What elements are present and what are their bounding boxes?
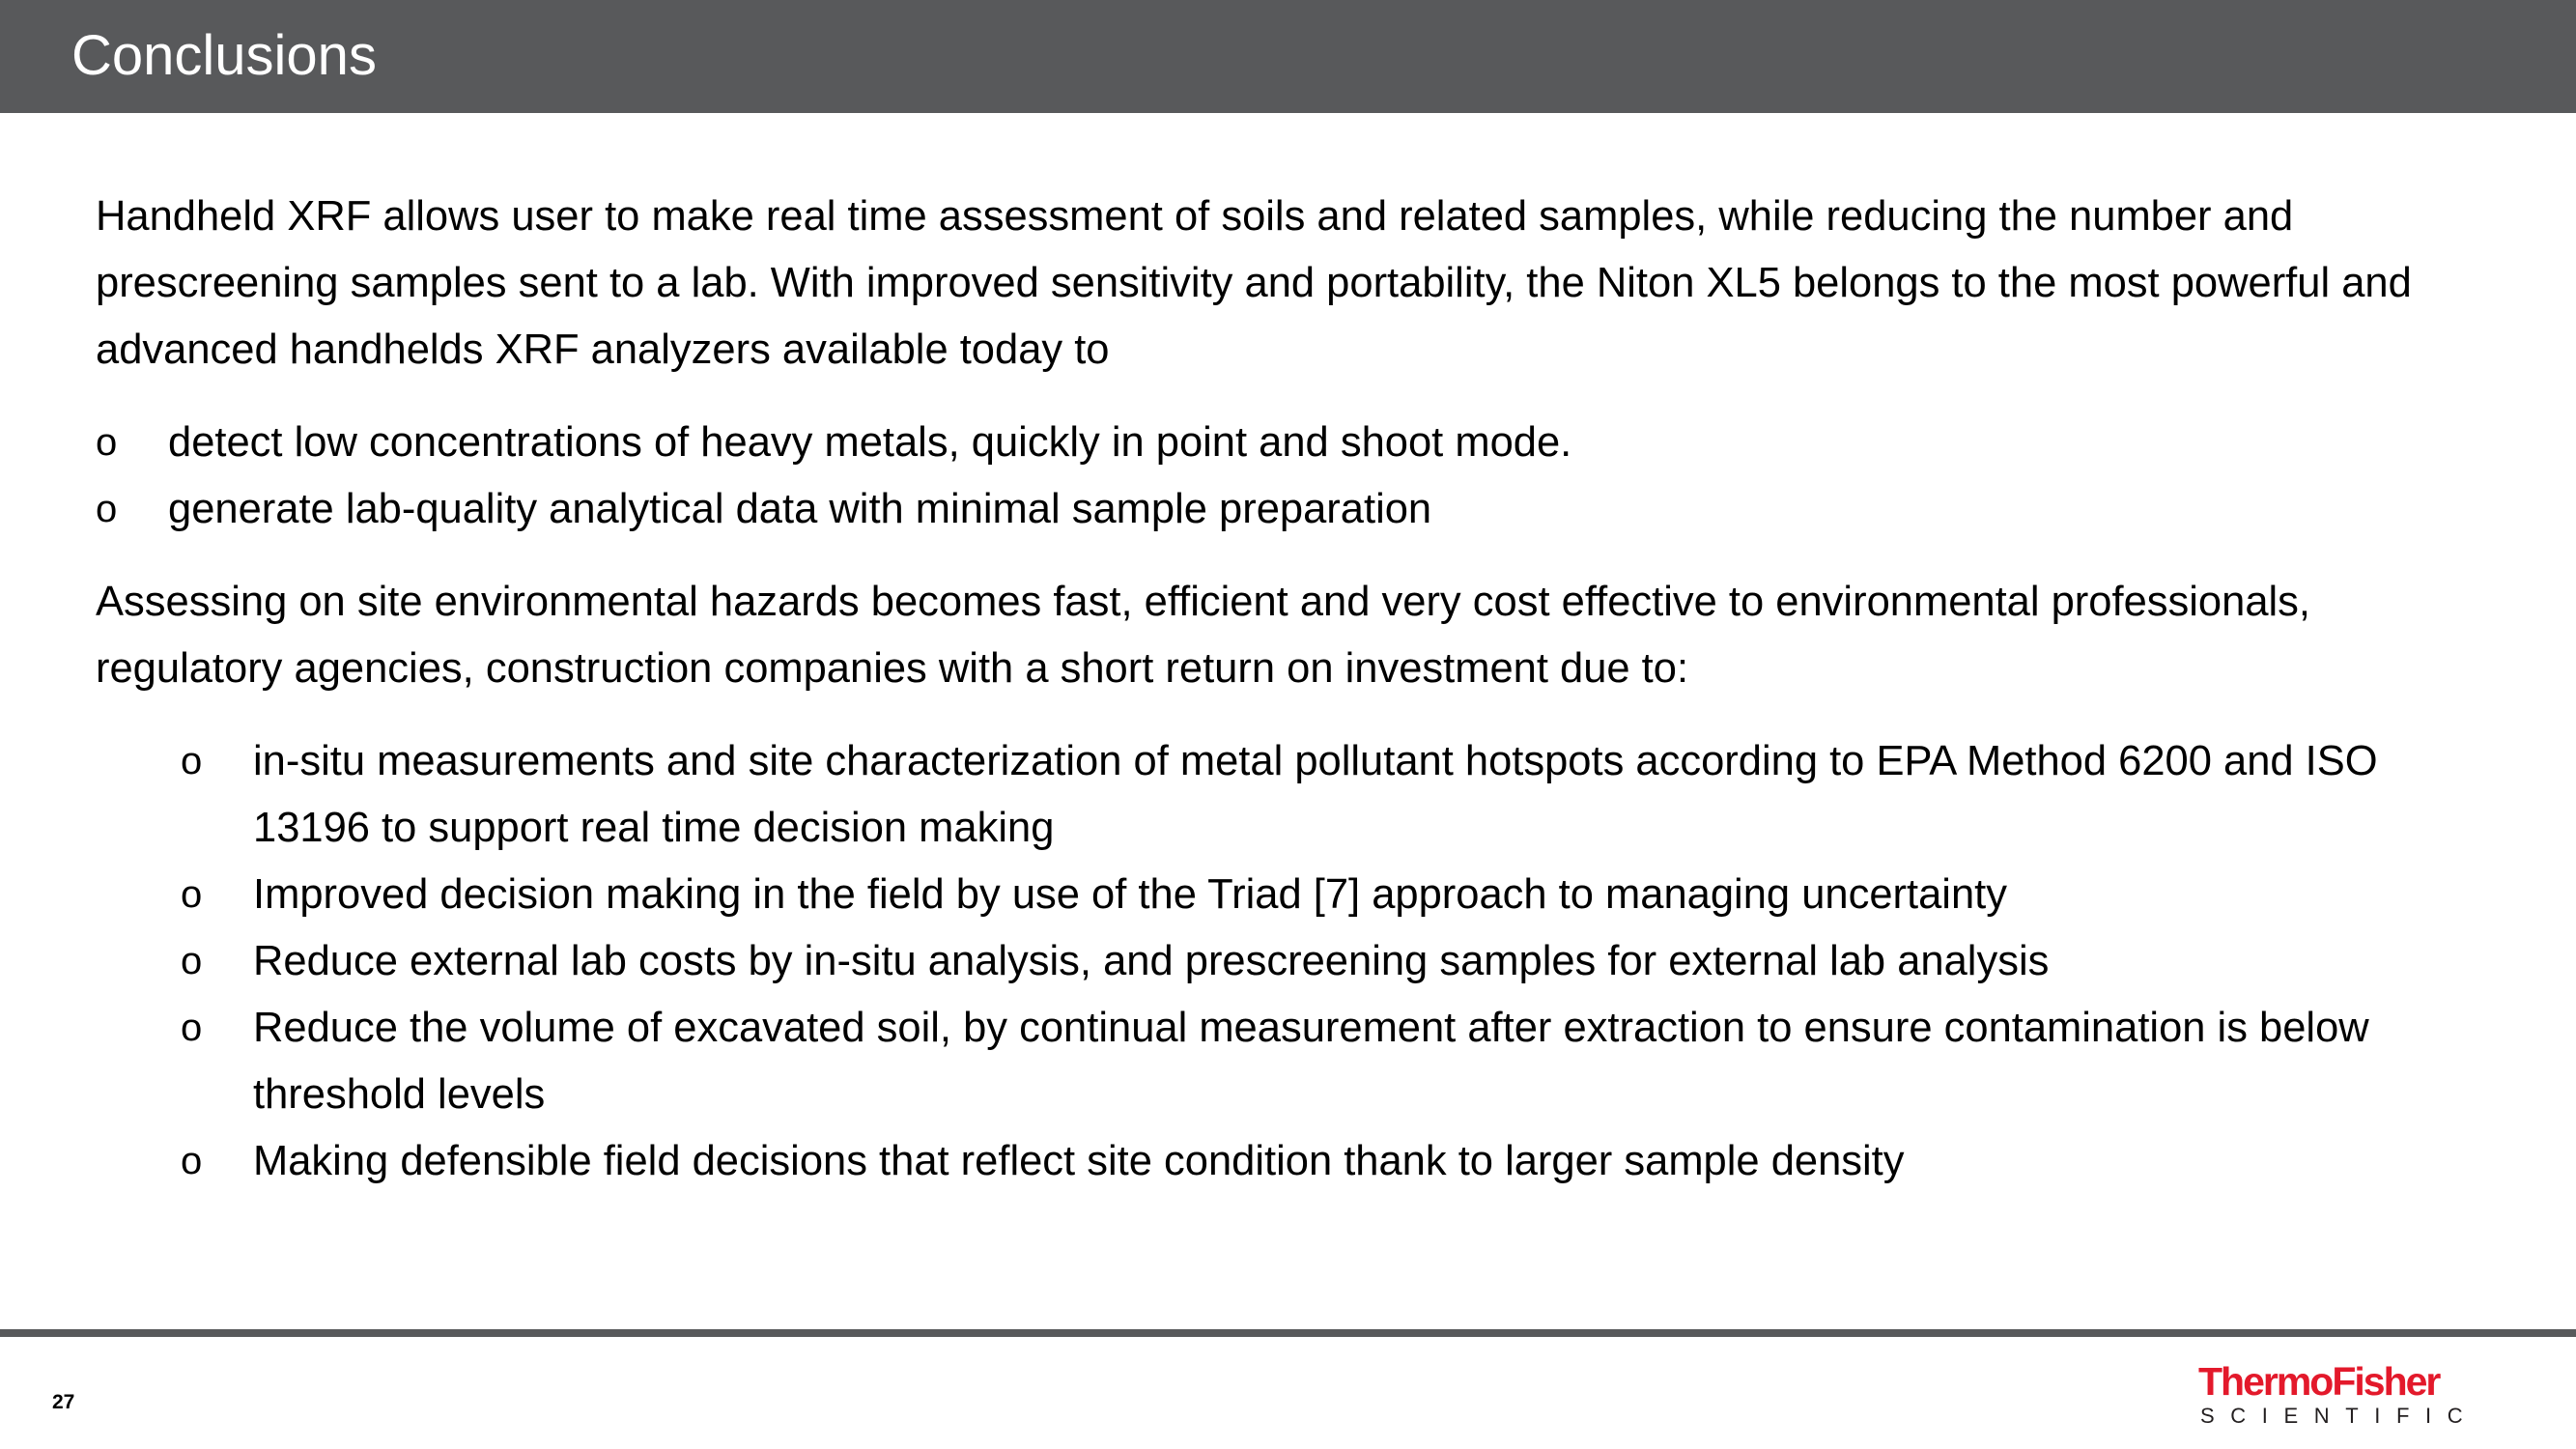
assessment-paragraph: Assessing on site environmental hazards becomes fast, efficient and very cost effective to environmental professionals, regulatory agencies, construction companies with a short return on investment due to: [96, 579, 2311, 692]
benefit-item [96, 928, 2501, 995]
benefit-text: Improved decision making in the field by use of the Triad [7] approach to managing uncertainty [253, 871, 2007, 918]
bullet-marker: o [96, 421, 118, 464]
logo-subtitle: SCIENTIFIC [2200, 1404, 2479, 1428]
intro-paragraph: Handheld XRF allows user to make real time assessment of soils and related samples, while reducing the number and prescreening samples sent to a lab. With improved sensitivity and portability, the Niton XL5 belongs to the most powerful and advanced handhelds XRF analyzers available today to [96, 193, 2412, 373]
slide-content [96, 184, 2501, 1195]
benefit-text: in-situ measurements and site characterization of metal pollutant hotspots according to EPA Method 6200 and ISO 13196 to support real time decision making [253, 738, 2378, 851]
bullet-marker: o [181, 873, 203, 916]
bullet-marker: o [181, 740, 203, 782]
capability-item [96, 476, 2501, 543]
benefit-text: Reduce the volume of excavated soil, by continual measurement after extraction to ensure contamination is below threshold levels [253, 1005, 2369, 1118]
benefit-item [96, 1128, 2501, 1195]
bullet-marker: o [96, 488, 118, 530]
slide-title: Conclusions [71, 24, 377, 87]
benefit-text: Making defensible field decisions that reflect site condition thank to larger sample density [253, 1138, 1905, 1184]
bullet-marker: o [181, 940, 203, 982]
benefit-item [96, 862, 2501, 928]
benefit-item [96, 728, 2501, 862]
benefit-item [96, 995, 2501, 1128]
title-bar [0, 0, 2576, 113]
benefit-text: Reduce external lab costs by in-situ analysis, and prescreening samples for external lab analysis [253, 938, 2050, 984]
logo-wordmark: ThermoFisher [2198, 1359, 2440, 1404]
page-number: 27 [52, 1391, 75, 1413]
footer-divider [0, 1329, 2576, 1337]
thermo-fisher-logo [2196, 1359, 2479, 1428]
capability-text: generate lab-quality analytical data with minimal sample preparation [168, 486, 1432, 532]
bullet-marker: o [181, 1140, 203, 1182]
bullet-marker: o [181, 1007, 203, 1049]
capability-text: detect low concentrations of heavy metals, quickly in point and shoot mode. [168, 419, 1572, 466]
capability-item [96, 410, 2501, 476]
